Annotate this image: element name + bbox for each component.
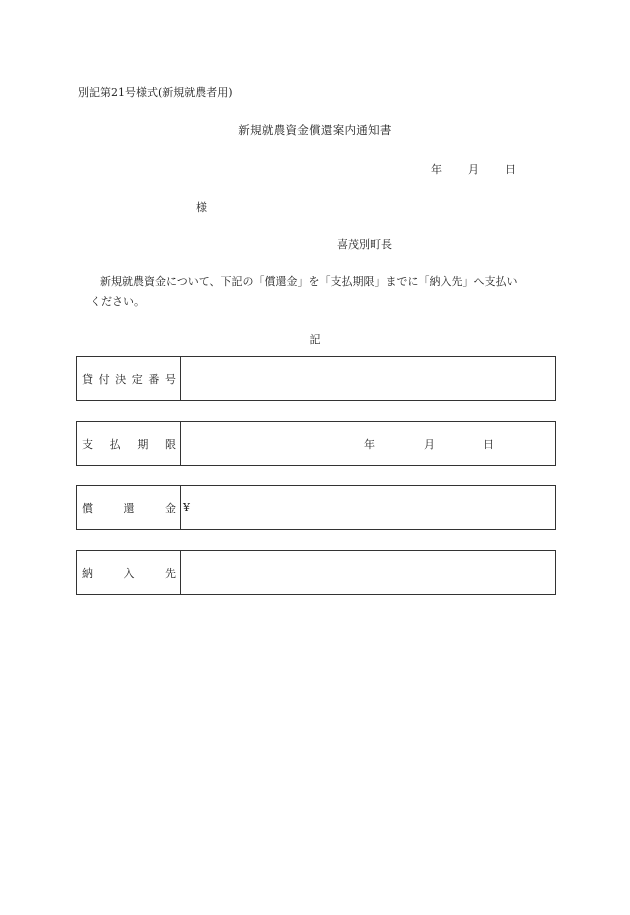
issuer-name: 喜茂別町長 [337, 238, 392, 251]
loan-decision-number-row [76, 356, 556, 401]
body-paragraph [78, 272, 560, 312]
loan-decision-number-label: 貸付決定番号 [82, 372, 176, 386]
repayment-amount-row [76, 485, 556, 530]
body-line-2: ください。 [90, 295, 145, 308]
form-number: 別記第21号様式(新規就農者用) [78, 86, 233, 99]
ki-label: 記 [309, 333, 321, 346]
payment-deadline-day-label: 日 [483, 437, 494, 451]
repayment-amount-label-cell [77, 486, 181, 529]
payment-deadline-row [76, 421, 556, 466]
payee-field[interactable] [181, 551, 555, 594]
body-line-1: 新規就農資金について、下記の「償還金」を「支払期限」までに「納入先」へ支払い [100, 275, 518, 288]
payment-deadline-month-label: 月 [424, 437, 435, 451]
date-month-label: 月 [468, 163, 479, 176]
document-title: 新規就農資金償還案内通知書 [238, 123, 392, 137]
payee-row [76, 550, 556, 595]
payee-label-cell [77, 551, 181, 594]
repayment-amount-label: 償還金 [82, 501, 176, 515]
date-day-label: 日 [505, 163, 516, 176]
date-year-label: 年 [431, 163, 442, 176]
payment-deadline-label: 支払期限 [82, 437, 176, 451]
yen-sign: ¥ [183, 501, 190, 514]
payment-deadline-label-cell [77, 422, 181, 465]
payment-deadline-field[interactable] [181, 422, 555, 465]
payee-label: 納入先 [82, 566, 176, 580]
loan-decision-number-field[interactable] [181, 357, 555, 400]
payment-deadline-year-label: 年 [364, 437, 375, 451]
addressee-honorific: 様 [196, 201, 207, 214]
repayment-amount-field[interactable] [181, 486, 555, 529]
loan-decision-number-label-cell [77, 357, 181, 400]
